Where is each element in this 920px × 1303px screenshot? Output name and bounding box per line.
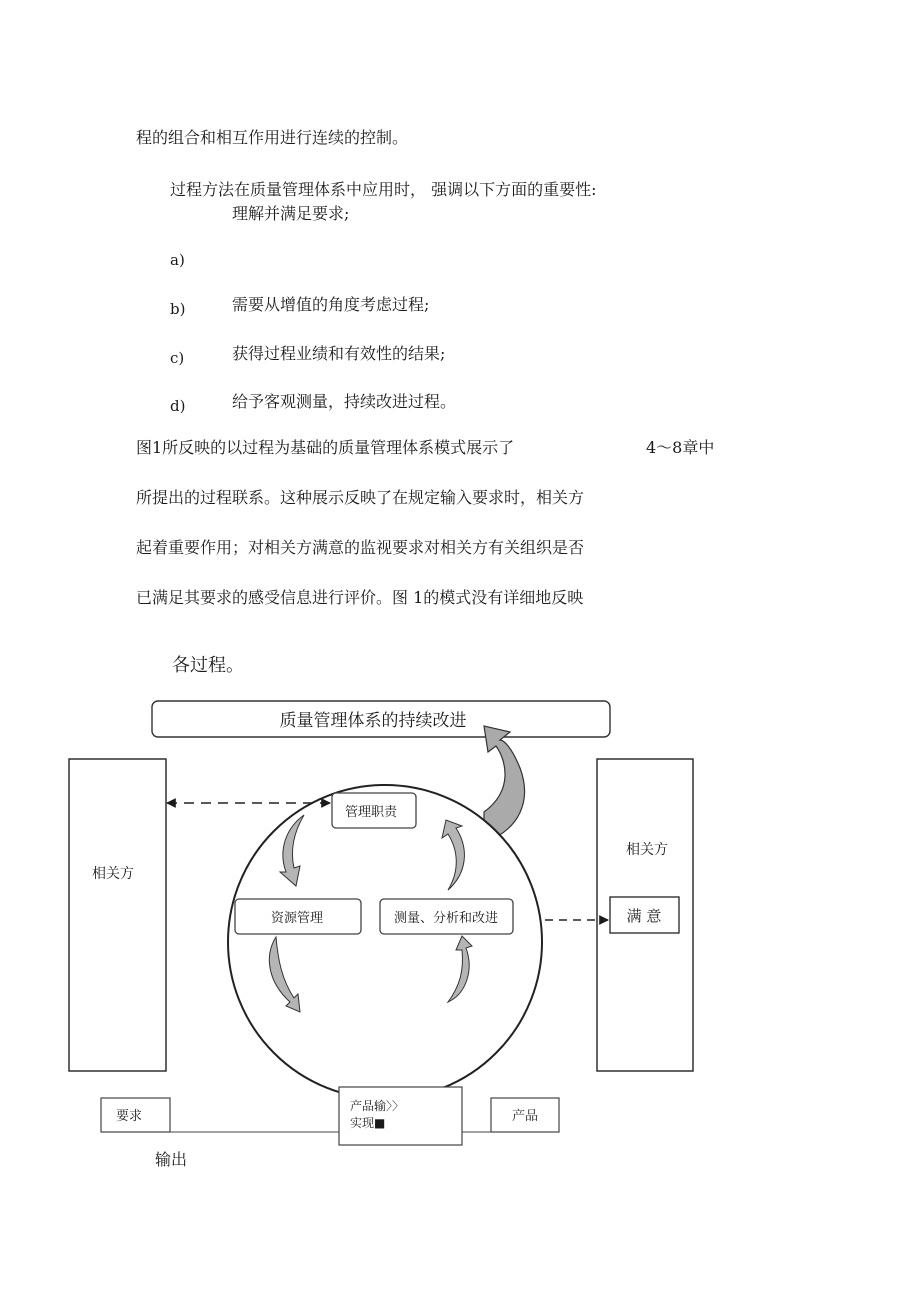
banner-label: 质量管理体系的持续改进: [279, 711, 467, 731]
item-a-label: a): [170, 251, 185, 269]
para-line-4: 已满足其要求的感受信息进行评价。图 1的模式没有详细地反映: [136, 588, 584, 607]
text-line-1: 程的组合和相互作用进行连续的控制。: [136, 128, 409, 147]
realization-label-2: 实现■: [350, 1116, 386, 1130]
satisfaction-label: 满 意: [626, 907, 662, 925]
item-d-label: d): [170, 397, 186, 415]
intro-line: 过程方法在质量管理体系中应用时， 强调以下方面的重要性:: [170, 180, 597, 199]
output-label: 输出: [155, 1150, 188, 1169]
mgmt-resp-label: 管理职责: [344, 805, 398, 820]
left-party-box: [69, 759, 166, 1071]
para-line-1: 图1所反映的以过程为基础的质量管理体系模式展示了: [136, 438, 515, 457]
item-c-text: 获得过程业绩和有效性的结果;: [232, 344, 446, 363]
resource-mgmt-label: 资源管理: [270, 911, 324, 926]
left-party-label: 相关方: [92, 866, 134, 882]
product-label: 产品: [511, 1109, 539, 1124]
item-c-label: c): [170, 349, 185, 367]
item-a-text: 理解并满足要求;: [232, 204, 350, 223]
item-b-label: b): [170, 300, 186, 318]
item-b-text: 需要从增值的角度考虑过程;: [232, 295, 430, 314]
para-line-1-right: 4～8章中: [646, 438, 715, 457]
requirements-label: 要求: [115, 1109, 143, 1124]
para-line-2: 所提出的过程联系。这种展示反映了在规定输入要求时，相关方: [136, 488, 585, 507]
right-party-label: 相关方: [626, 842, 668, 858]
measure-label: 测量、分析和改进: [393, 911, 499, 926]
realization-label-1: 产品输〉〉: [350, 1099, 405, 1113]
item-d-text: 给予客观测量，持续改进过程。: [232, 392, 457, 411]
para-line-5: 各过程。: [172, 655, 244, 676]
para-line-3: 起着重要作用；对相关方满意的监视要求对相关方有关组织是否: [136, 538, 585, 557]
